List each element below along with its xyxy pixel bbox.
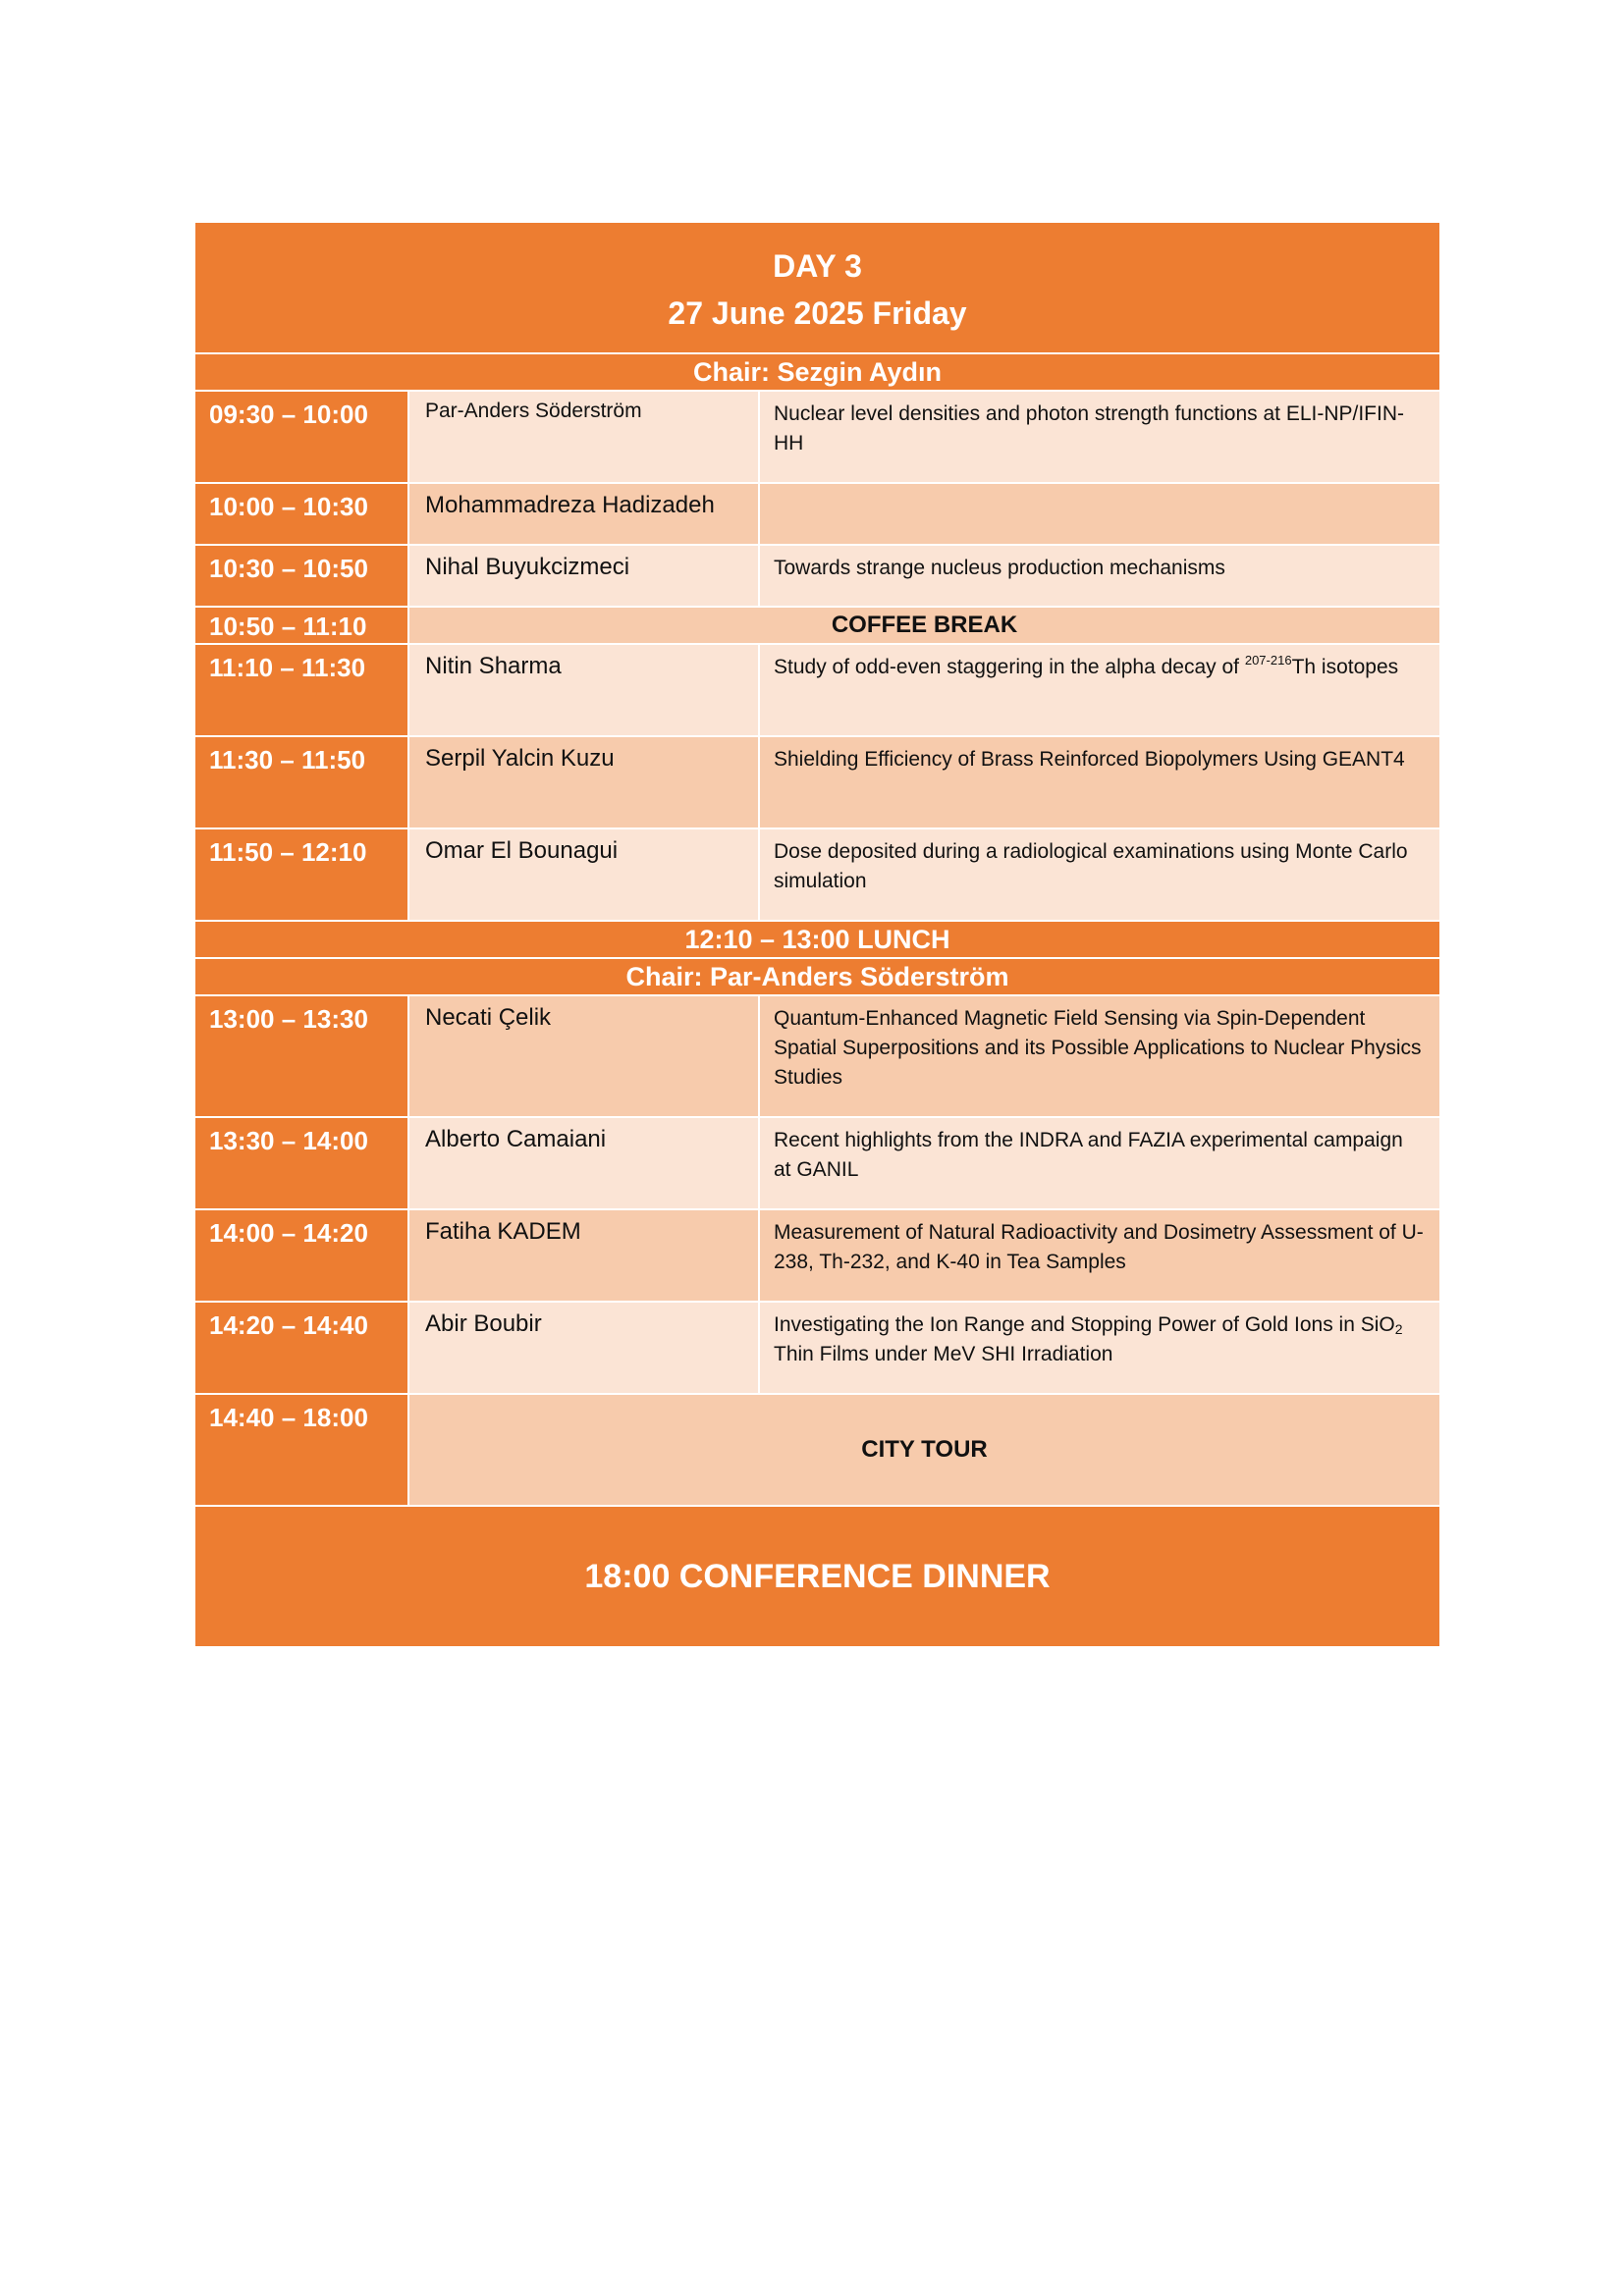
- talk-speaker: Necati Çelik: [407, 996, 758, 1116]
- talk-time: 14:20 – 14:40: [195, 1303, 407, 1393]
- talk-time: 11:50 – 12:10: [195, 829, 407, 920]
- day3-schedule-table: [195, 223, 1439, 1646]
- talk-speaker: Omar El Bounagui: [407, 829, 758, 920]
- table-row: [195, 996, 1439, 1118]
- talk-speaker: Serpil Yalcin Kuzu: [407, 737, 758, 828]
- talk-time: 14:00 – 14:20: [195, 1210, 407, 1301]
- talk-title: Recent highlights from the INDRA and FAZIA experimental campaign at GANIL: [758, 1118, 1439, 1208]
- lunch-label: 12:10 – 13:00 LUNCH: [684, 924, 950, 954]
- table-row: [195, 737, 1439, 829]
- talk-title: [758, 645, 1439, 735]
- table-row: [195, 1118, 1439, 1210]
- table-row: [195, 392, 1439, 484]
- break-time: 10:50 – 11:10: [195, 608, 407, 643]
- talk-title: Measurement of Natural Radioactivity and Dosimetry Assessment of U-238, Th-232, and K-40 in Tea Samples: [758, 1210, 1439, 1301]
- talk-title-subscript: 2: [1394, 1321, 1403, 1337]
- table-row: [195, 1210, 1439, 1303]
- session2-chair: Chair: Par-Anders Söderström: [625, 961, 1009, 991]
- talk-speaker: Fatiha KADEM: [407, 1210, 758, 1301]
- talk-title-text: Thin Films under MeV SHI Irradiation: [774, 1343, 1113, 1365]
- session2-chair-row: [195, 959, 1439, 996]
- city-tour-row: [195, 1395, 1439, 1507]
- talk-title: Dose deposited during a radiological examinations using Monte Carlo simulation: [758, 829, 1439, 920]
- table-row: [195, 484, 1439, 546]
- talk-title: Quantum-Enhanced Magnetic Field Sensing via Spin-Dependent Spatial Superpositions and its Possible Applications to Nuclear Physics Studies: [758, 996, 1439, 1116]
- day-header: [195, 223, 1439, 354]
- table-row: [195, 1303, 1439, 1395]
- talk-speaker: Mohammadreza Hadizadeh: [407, 484, 758, 544]
- talk-title: [758, 484, 1439, 544]
- talk-time: 10:00 – 10:30: [195, 484, 407, 544]
- table-row: [195, 546, 1439, 608]
- city-tour-label: CITY TOUR: [407, 1395, 1439, 1505]
- table-row: [195, 645, 1439, 737]
- talk-speaker: Alberto Camaiani: [407, 1118, 758, 1208]
- talk-time: 09:30 – 10:00: [195, 392, 407, 482]
- talk-speaker: Abir Boubir: [407, 1303, 758, 1393]
- talk-speaker: Nihal Buyukcizmeci: [407, 546, 758, 606]
- talk-title: Nuclear level densities and photon strength functions at ELI-NP/IFIN-HH: [758, 392, 1439, 482]
- lunch-row: [195, 922, 1439, 959]
- table-row: [195, 829, 1439, 922]
- talk-title-text: Investigating the Ion Range and Stopping Power of Gold Ions in SiO: [774, 1313, 1395, 1336]
- conference-dinner-row: [195, 1507, 1439, 1646]
- talk-title: Shielding Efficiency of Brass Reinforced Biopolymers Using GEANT4: [758, 737, 1439, 828]
- talk-time: 11:30 – 11:50: [195, 737, 407, 828]
- talk-time: 11:10 – 11:30: [195, 645, 407, 735]
- session1-chair-row: [195, 354, 1439, 392]
- coffee-break-label: COFFEE BREAK: [407, 608, 1439, 643]
- talk-title-superscript: 207-216: [1244, 653, 1292, 667]
- coffee-break-row: [195, 608, 1439, 645]
- talk-title-text: Th isotopes: [1291, 656, 1399, 678]
- day-label: DAY 3: [773, 248, 862, 284]
- talk-title-text: Study of odd-even staggering in the alpha decay of: [774, 656, 1245, 678]
- talk-title: Towards strange nucleus production mechanisms: [758, 546, 1439, 606]
- talk-speaker: Par-Anders Söderström: [407, 392, 758, 482]
- conference-dinner-label: 18:00 CONFERENCE DINNER: [584, 1557, 1051, 1595]
- talk-title: [758, 1303, 1439, 1393]
- session1-chair: Chair: Sezgin Aydın: [692, 356, 943, 387]
- talk-time: 10:30 – 10:50: [195, 546, 407, 606]
- city-tour-time: 14:40 – 18:00: [195, 1395, 407, 1505]
- talk-time: 13:00 – 13:30: [195, 996, 407, 1116]
- talk-speaker: Nitin Sharma: [407, 645, 758, 735]
- date-label: 27 June 2025 Friday: [668, 295, 967, 331]
- talk-time: 13:30 – 14:00: [195, 1118, 407, 1208]
